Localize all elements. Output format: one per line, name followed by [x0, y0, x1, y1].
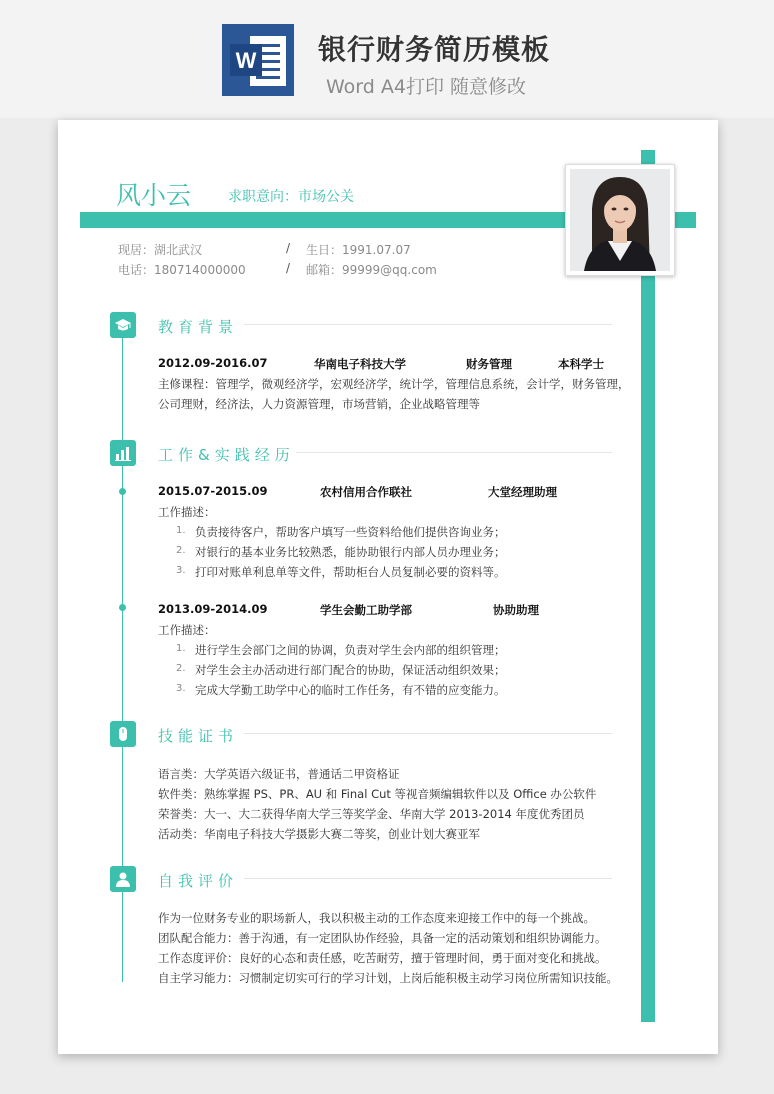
candidate-name: 风小云 [116, 181, 192, 210]
section-divider [244, 878, 612, 879]
template-banner [0, 0, 774, 118]
section-divider [296, 452, 612, 453]
section-title-education: 教育背景 [158, 318, 239, 336]
list-number: 2. [176, 663, 186, 674]
job-org: 学生会勤工助学部 [320, 603, 412, 617]
job-item: 负责接待客户，帮助客户填写一些资料给他们提供咨询业务； [195, 525, 506, 539]
banner-title: 银行财务简历模板 [318, 33, 551, 66]
info-separator: / [286, 241, 291, 255]
list-number: 3. [176, 683, 186, 694]
list-number: 2. [176, 545, 186, 556]
user-icon [110, 866, 136, 892]
info-separator: / [286, 261, 291, 275]
edu-courses: 主修课程：管理学，微观经济学，宏观经济学，统计学，管理信息系统，会计学，财务管理， [158, 377, 630, 391]
job-item: 打印对账单利息单等文件，帮助柜台人员复制必要的资料等。 [195, 565, 506, 579]
job-desc-label: 工作描述： [158, 623, 216, 637]
resume-page [58, 120, 718, 1054]
section-divider [244, 324, 612, 325]
job-role: 协助助理 [493, 603, 539, 617]
residence: 现居：湖北武汉 [118, 243, 203, 257]
timeline-dot [119, 488, 126, 495]
edu-school: 华南电子科技大学 [314, 357, 406, 371]
edu-period: 2012.09-2016.07 [158, 356, 268, 370]
job-period: 2013.09-2014.09 [158, 602, 268, 616]
email: 邮箱：99999@qq.com [306, 263, 437, 277]
svg-text:W: W [235, 48, 257, 73]
edu-degree: 本科学士 [558, 357, 604, 371]
word-document-icon [222, 24, 294, 96]
job-item: 进行学生会部门之间的协调，负责对学生会内部的组织管理； [195, 643, 506, 657]
skill-line: 语言类：大学英语六级证书，普通话二甲资格证 [158, 767, 400, 781]
section-title-self-eval: 自我评价 [158, 872, 239, 890]
bar-chart-icon [110, 440, 136, 466]
banner-subtitle: Word A4打印 随意修改 [326, 76, 527, 98]
skill-line: 活动类：华南电子科技大学摄影大赛二等奖，创业计划大赛亚军 [158, 827, 480, 841]
job-role: 大堂经理助理 [488, 485, 557, 499]
list-number: 3. [176, 565, 186, 576]
profile-photo-frame [565, 164, 675, 276]
mouse-icon [110, 721, 136, 747]
job-item: 对银行的基本业务比较熟悉，能协助银行内部人员办理业务； [195, 545, 506, 559]
skill-line: 荣誉类：大一、大二获得华南大学三等奖学金、华南大学 2013-2014 年度优秀团员 [158, 807, 585, 821]
job-item: 对学生会主办活动进行部门配合的协助，保证活动组织效果； [195, 663, 506, 677]
self-eval-line: 自主学习能力：习惯制定切实可行的学习计划，上岗后能积极主动学习岗位所需知识技能。 [158, 971, 618, 985]
job-period: 2015.07-2015.09 [158, 484, 268, 498]
job-desc-label: 工作描述： [158, 505, 216, 519]
self-eval-line: 工作态度评价：良好的心态和责任感，吃苦耐劳，擅于管理时间，勇于面对变化和挑战。 [158, 951, 607, 965]
job-item: 完成大学勤工助学中心的临时工作任务，有不错的应变能力。 [195, 683, 506, 697]
timeline-dot [119, 604, 126, 611]
side-accent-bar [641, 150, 655, 1022]
edu-major: 财务管理 [466, 357, 512, 371]
list-number: 1. [176, 643, 186, 654]
birthday: 生日：1991.07.07 [306, 243, 411, 257]
job-org: 农村信用合作联社 [320, 485, 412, 499]
section-title-work: 工作&实践经历 [158, 446, 295, 464]
phone: 电话：180714000000 [118, 263, 246, 277]
list-number: 1. [176, 525, 186, 536]
self-eval-line: 作为一位财务专业的职场新人，我以积极主动的工作态度来迎接工作中的每一个挑战。 [158, 911, 595, 925]
job-intent: 求职意向：市场公关 [228, 189, 354, 205]
edu-courses-cont: 公司理财，经济法，人力资源管理，市场营销，企业战略管理等 [158, 397, 480, 411]
self-eval-line: 团队配合能力：善于沟通，有一定团队协作经验，具备一定的活动策划和组织协调能力。 [158, 931, 607, 945]
skill-line: 软件类：熟练掌握 PS、PR、AU 和 Final Cut 等视音频编辑软件以及 Office 办公软件 [158, 787, 597, 801]
section-title-skills: 技能证书 [158, 727, 239, 745]
section-divider [244, 733, 612, 734]
profile-photo [570, 169, 670, 271]
graduation-cap-icon [110, 312, 136, 338]
